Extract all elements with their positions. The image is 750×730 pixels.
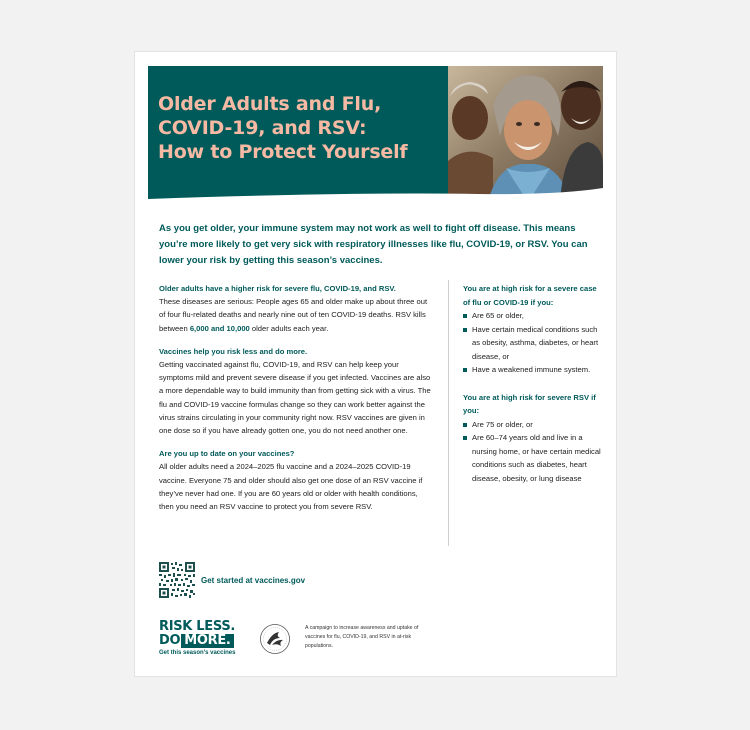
risk-block-flu-covid [463,282,603,377]
section-body: All older adults need a 2024–2025 flu vaccine and a 2024–2025 COVID-19 vaccine. Everyone 75 and older should also get one dose of an RSV vaccine if they’ve never had one. If you are 60 years old or older with health conditions, then you need an RSV vaccine to protect you from severe RSV. [159,462,423,512]
vaccines-gov-link[interactable]: Get started at vaccines.gov [201,576,306,585]
column-divider [448,280,449,546]
body-text: older adults each year. [249,323,329,333]
group-photo-icon [448,66,603,202]
list-item: Are 75 or older, or [463,418,603,432]
risk-block-title: You are at high risk for a severe case of flu or COVID-19 if you: [463,284,597,307]
list-item: Have certain medical conditions such as obesity, asthma, diabetes, or heart disease, or [463,323,603,364]
left-column [159,282,434,523]
banner-title-line: COVID-19, and RSV: [158,117,367,139]
risk-list [463,309,603,377]
section-body [159,295,434,335]
flyer-page [135,52,616,676]
list-item: Are 60–74 years old and live in a nursing home, or have certain medical conditions such as diabetes, heart disease, obesity, or lung disease [463,431,603,485]
logo-line-2 [159,634,259,648]
banner-title-line: Older Adults and Flu, [158,93,382,115]
section-title: Older adults have a higher risk for severe flu, COVID-19, and RSV. [159,284,396,293]
section-title: Are you up to date on your vaccines? [159,449,295,459]
body-text: These diseases are serious: People ages 65 and older make up about three out of four flu-related deaths and nearly nine out of ten COVID-19 deaths. RSV kills between [159,297,428,333]
banner-title-line: How to Protect Yourself [158,141,408,163]
banner-wave [148,186,603,202]
logo-do: DO [159,633,181,648]
right-column [463,282,603,499]
risk-block-rsv [463,391,603,486]
qr-code-icon[interactable] [159,562,195,598]
intro-paragraph: As you get older, your immune system may not work as well to fight off disease. This means you’re more likely to get very sick with respiratory illnesses like flu, COVID-19, or RSV. You can lower your risk by getting this season’s vaccines. [159,223,588,266]
highlight-number: 6,000 and 10,000 [189,323,250,333]
logo-tagline: Get this season’s vaccines [159,650,236,656]
section-up-to-date [159,447,434,513]
header-banner [148,66,603,202]
banner-title [158,92,458,164]
section-body: Getting vaccinated against flu, COVID-19, and RSV can help keep your symptoms mild and prevent severe disease if you get infected. Vaccines are also a more dependable way to build immunity than from getting sick with a virus. The flu and COVID-19 vaccine formulas change so they can work better against the virus strains circulating in your community right now. RSV vaccines are given in one dose so if you have already gotten one, you do not need another one. [159,360,431,436]
logo-line-1: RISK LESS. [159,619,236,634]
section-vaccines-help [159,345,434,437]
section-higher-risk [159,282,434,335]
logo-more: MORE. [181,634,233,648]
list-item: Are 65 or older, [463,309,603,323]
hhs-seal-icon [259,623,291,655]
risk-list [463,418,603,486]
campaign-statement: A campaign to increase awareness and uptake of vaccines for flu, COVID-19, and RSV in at-risk populations. [305,625,419,649]
list-item: Have a weakened immune system. [463,363,603,377]
risk-less-do-more-logo [159,620,259,656]
section-title: Vaccines help you risk less and do more. [159,346,308,356]
risk-block-title: You are at high risk for severe RSV if you: [463,392,596,415]
